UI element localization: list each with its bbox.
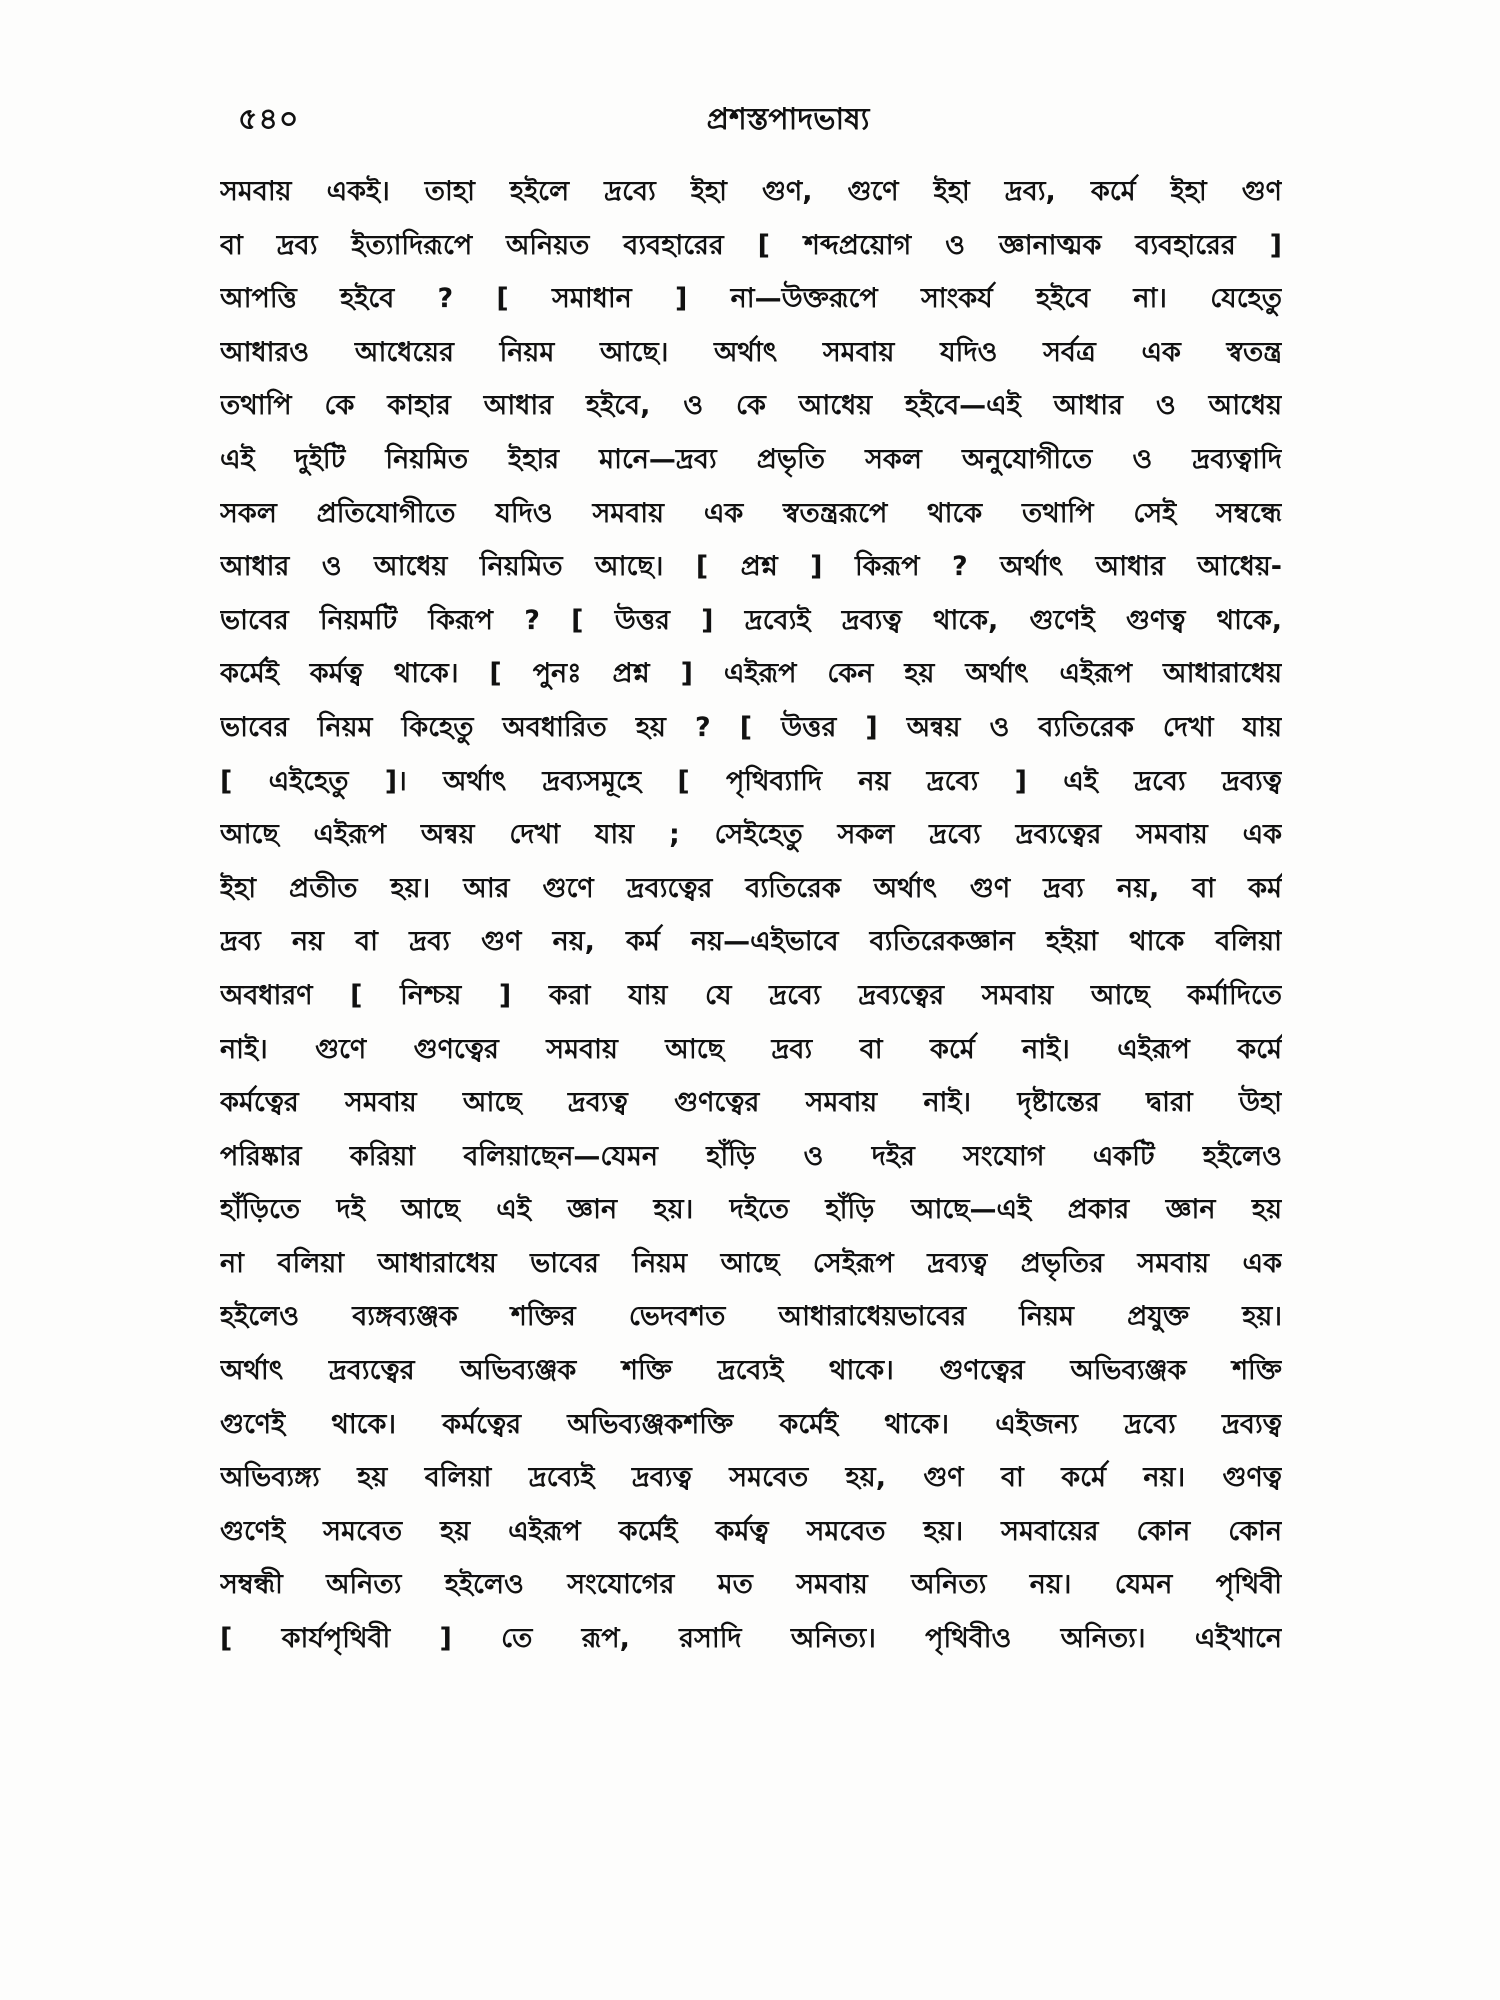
text-line: [ কার্যপৃথিবী ] তে রূপ, রসাদি অনিত্য। পৃথিবীও অনিত্য। এইখানে (220, 1623, 1282, 1655)
text-line: নাই। গুণে গুণত্বের সমবায় আছে দ্রব্য বা কর্মে নাই। এইরূপ কর্মে (220, 1033, 1282, 1065)
text-line: তথাপি কে কাহার আধার হইবে, ও কে আধেয় হইবে—এই আধার ও আধেয় (220, 390, 1282, 422)
text-line: আধারও আধেয়ের নিয়ম আছে। অর্থাৎ সমবায় যদিও সর্বত্র এক স্বতন্ত্র (220, 336, 1282, 368)
text-line: না বলিয়া আধারাধেয় ভাবের নিয়ম আছে সেইরূপ দ্রব্যত্ব প্রভৃতির সমবায় এক (220, 1247, 1282, 1279)
text-line: গুণেই সমবেত হয় এইরূপ কর্মেই কর্মত্ব সমবেত হয়। সমবায়ের কোন কোন (220, 1515, 1282, 1547)
running-title: প্রশস্তপাদভাষ্য (706, 102, 870, 137)
text-line: সকল প্রতিযোগীতে যদিও সমবায় এক স্বতন্ত্ররূপে থাকে তথাপি সেই সম্বন্ধে (220, 497, 1282, 529)
text-line: বা দ্রব্য ইত্যাদিরূপে অনিয়ত ব্যবহারের [ শব্দপ্রয়োগ ও জ্ঞানাত্মক ব্যবহারের ] (220, 229, 1282, 261)
text-line: আপত্তি হইবে ? [ সমাধান ] না—উক্তরূপে সাংকর্য হইবে না। যেহেতু (220, 283, 1282, 315)
text-line: ভাবের নিয়মটি কিরূপ ? [ উত্তর ] দ্রব্যেই দ্রব্যত্ব থাকে, গুণেই গুণত্ব থাকে, (220, 604, 1282, 636)
text-line: অবধারণ [ নিশ্চয় ] করা যায় যে দ্রব্যে দ্রব্যত্বের সমবায় আছে কর্মাদিতে (220, 979, 1282, 1011)
text-line: আছে এইরূপ অন্বয় দেখা যায় ; সেইহেতু সকল দ্রব্যে দ্রব্যত্বের সমবায় এক (220, 819, 1282, 851)
text-line: পরিষ্কার করিয়া বলিয়াছেন—যেমন হাঁড়ি ও দইর সংযোগ একটি হইলেও (220, 1140, 1282, 1172)
text-line: আধার ও আধেয় নিয়মিত আছে। [ প্রশ্ন ] কিরূপ ? অর্থাৎ আধার আধেয়- (220, 551, 1282, 583)
text-line: সম্বন্ধী অনিত্য হইলেও সংযোগের মত সমবায় অনিত্য নয়। যেমন পৃথিবী (220, 1569, 1282, 1601)
text-line: কর্মত্বের সমবায় আছে দ্রব্যত্ব গুণত্বের সমবায় নাই। দৃষ্টান্তের দ্বারা উহা (220, 1087, 1282, 1119)
text-line: সমবায় একই। তাহা হইলে দ্রব্যে ইহা গুণ, গুণে ইহা দ্রব্য, কর্মে ইহা গুণ (220, 176, 1282, 207)
page-number: ৫৪০ (238, 102, 300, 137)
body-text (220, 165, 1282, 1666)
text-line: এই দুইটি নিয়মিত ইহার মানে—দ্রব্য প্রভৃতি সকল অনুযোগীতে ও দ্রব্যত্বাদি (220, 443, 1282, 475)
page-header (238, 95, 1268, 145)
text-line: ভাবের নিয়ম কিহেতু অবধারিত হয় ? [ উত্তর ] অন্বয় ও ব্যতিরেক দেখা যায় (220, 711, 1282, 743)
text-line: অভিব্যঙ্গ্য হয় বলিয়া দ্রব্যেই দ্রব্যত্ব সমবেত হয়, গুণ বা কর্মে নয়। গুণত্ব (220, 1462, 1282, 1494)
text-line: গুণেই থাকে। কর্মত্বের অভিব্যঞ্জকশক্তি কর্মেই থাকে। এইজন্য দ্রব্যে দ্রব্যত্ব (220, 1408, 1282, 1440)
text-line: [ এইহেতু ]। অর্থাৎ দ্রব্যসমূহে [ পৃথিব্যাদি নয় দ্রব্যে ] এই দ্রব্যে দ্রব্যত্ব (220, 765, 1282, 797)
text-line: কর্মেই কর্মত্ব থাকে। [ পুনঃ প্রশ্ন ] এইরূপ কেন হয় অর্থাৎ এইরূপ আধারাধেয় (220, 658, 1282, 690)
text-line: হইলেও ব্যঙ্গব্যঞ্জক শক্তির ভেদবশত আধারাধেয়ভাবের নিয়ম প্রযুক্ত হয়। (220, 1301, 1282, 1333)
text-line: দ্রব্য নয় বা দ্রব্য গুণ নয়, কর্ম নয়—এইভাবে ব্যতিরেকজ্ঞান হইয়া থাকে বলিয়া (220, 926, 1282, 958)
text-line: হাঁড়িতে দই আছে এই জ্ঞান হয়। দইতে হাঁড়ি আছে—এই প্রকার জ্ঞান হয় (220, 1194, 1282, 1226)
text-line: অর্থাৎ দ্রব্যত্বের অভিব্যঞ্জক শক্তি দ্রব্যেই থাকে। গুণত্বের অভিব্যঞ্জক শক্তি (220, 1355, 1282, 1387)
text-line: ইহা প্রতীত হয়। আর গুণে দ্রব্যত্বের ব্যতিরেক অর্থাৎ গুণ দ্রব্য নয়, বা কর্ম (220, 872, 1282, 904)
